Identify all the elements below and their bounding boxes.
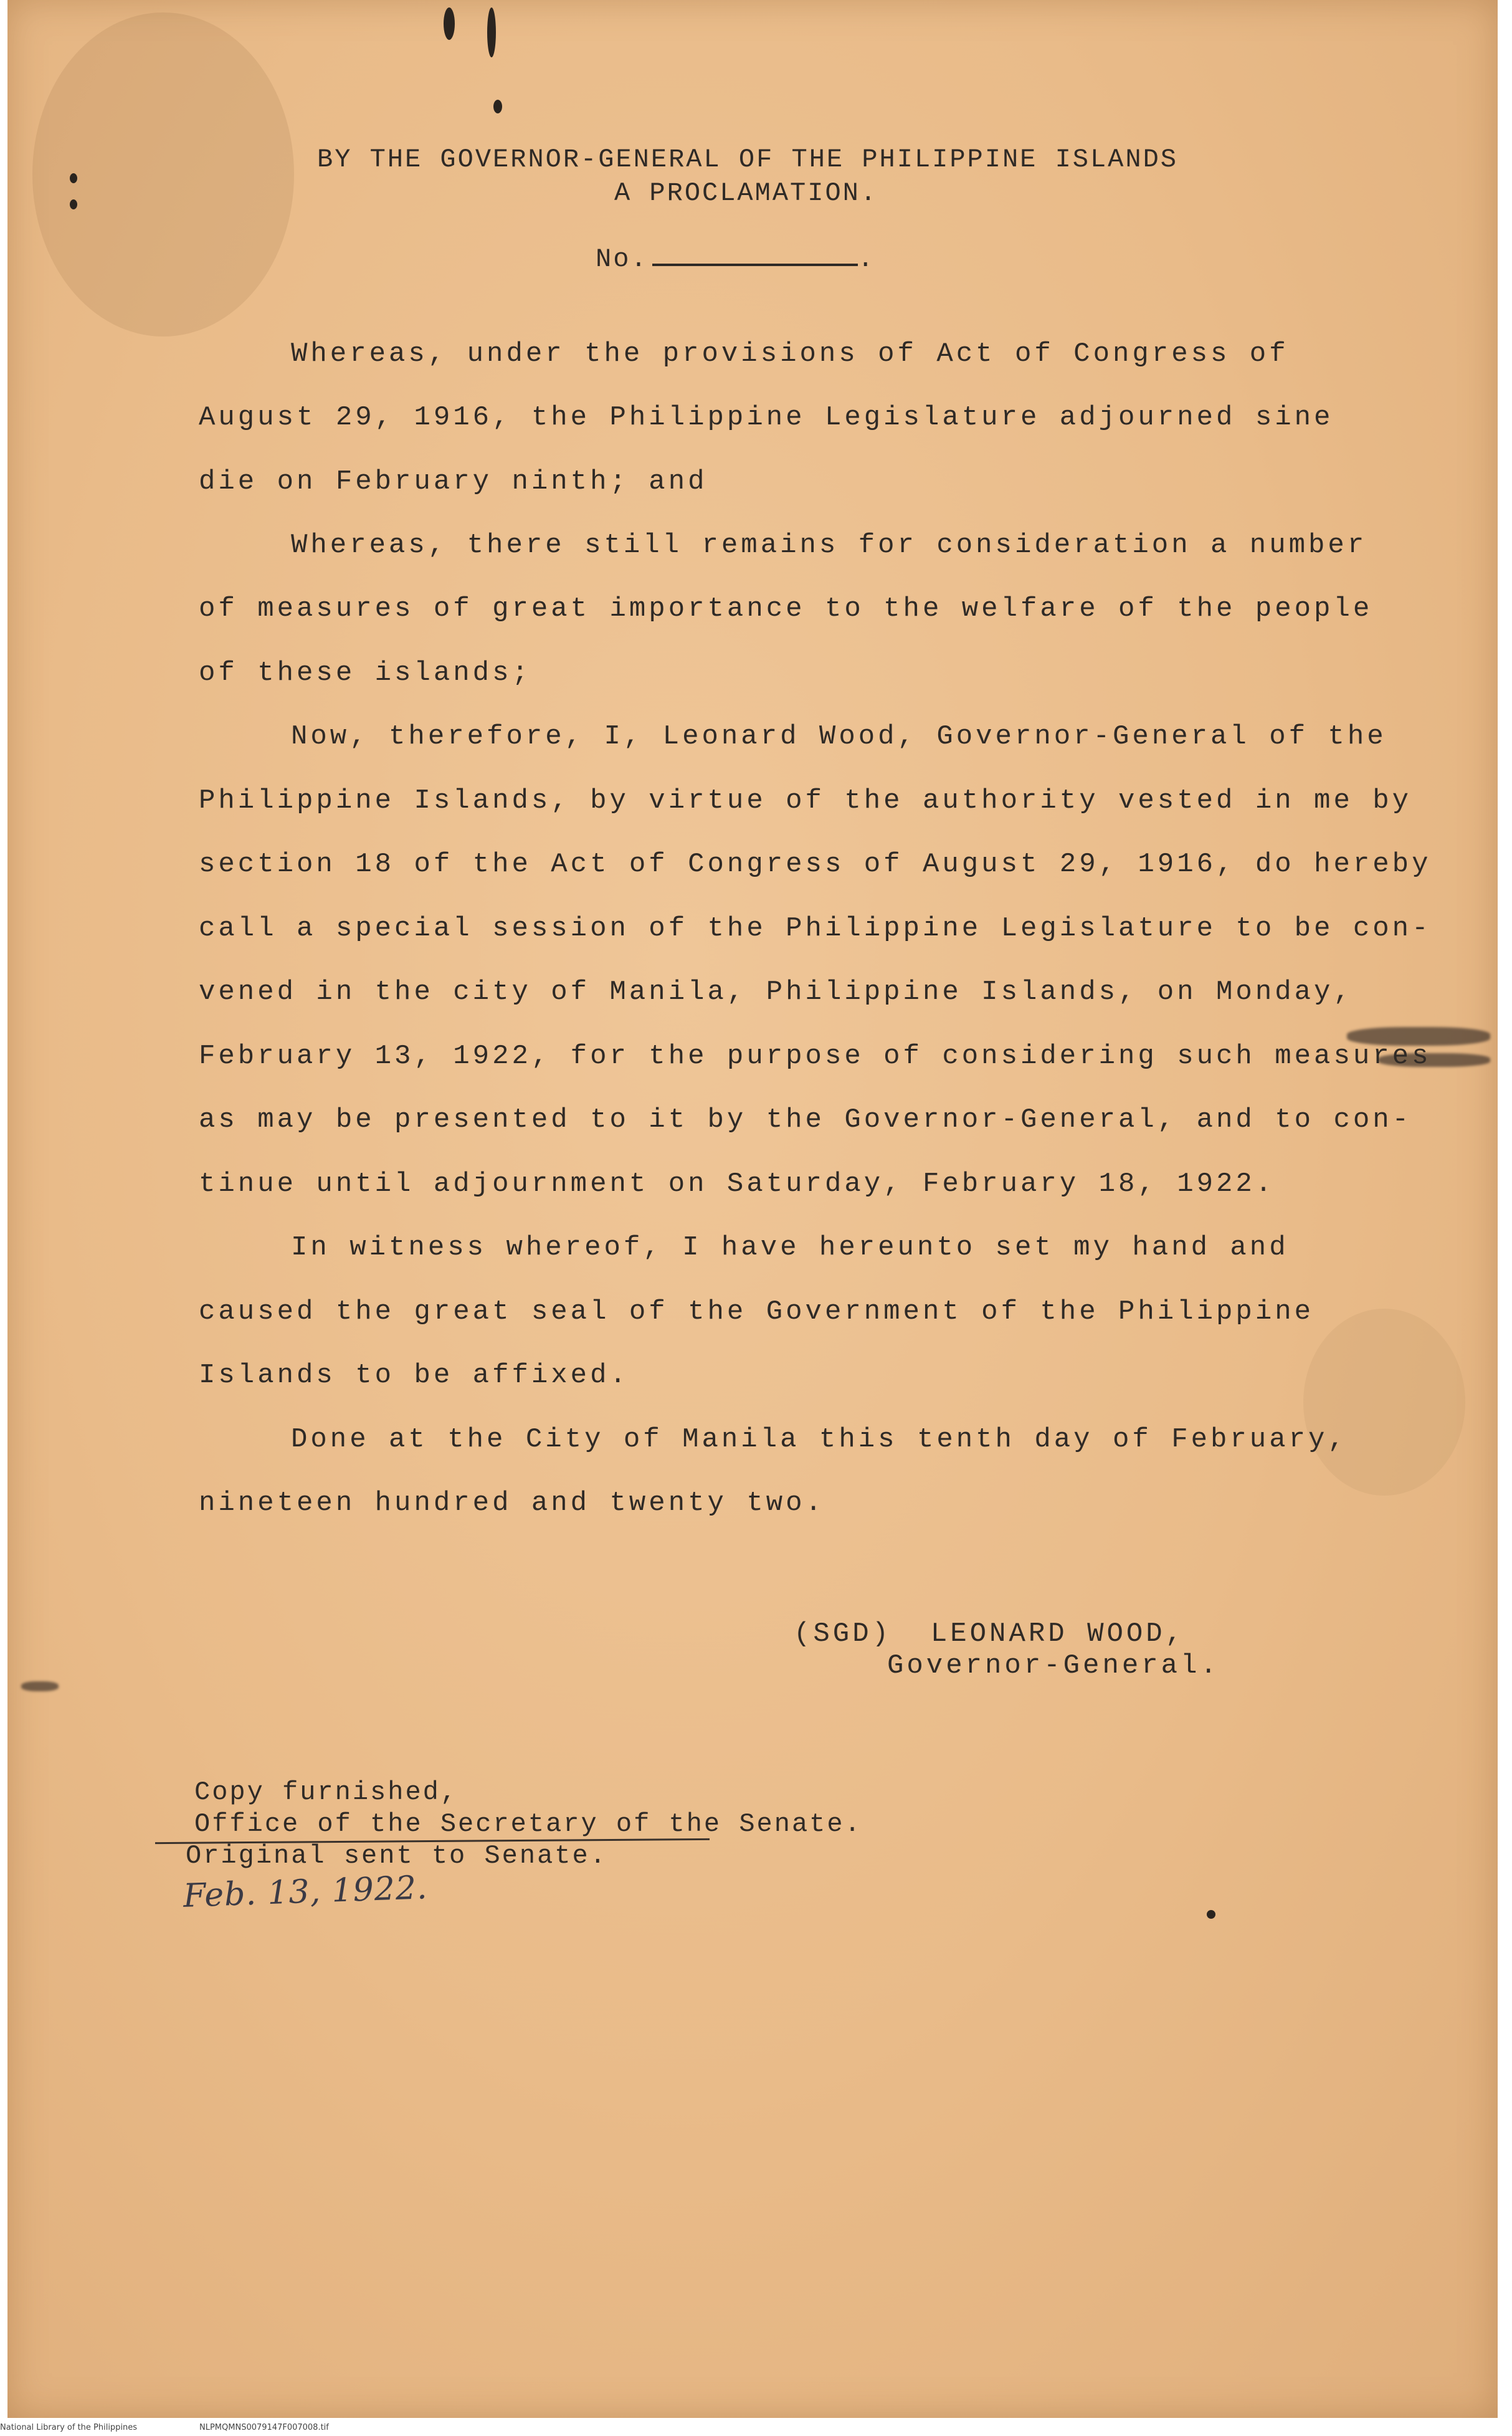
signature-name: (SGD) LEONARD WOOD, — [794, 1618, 1186, 1650]
paper-stain — [1303, 1309, 1465, 1496]
body-line: nineteen hundred and twenty two. — [199, 1488, 825, 1519]
distribution-line: Office of the Secretary of the Senate. — [194, 1809, 862, 1839]
handwritten-date: Feb. 13, 1922. — [183, 1869, 429, 1915]
archive-caption-left: National Library of the Philippines — [0, 2423, 138, 2432]
body-line: Whereas, under the provisions of Act of Congress of — [291, 338, 1289, 370]
body-line: February 13, 1922, for the purpose of considering such measures — [199, 1041, 1432, 1072]
signature-title: Governor-General. — [887, 1650, 1220, 1681]
body-line: as may be presented to it by the Governor-General, and to con- — [199, 1104, 1412, 1135]
proclamation-heading-line1: BY THE GOVERNOR-GENERAL OF THE PHILIPPINE ISLANDS — [317, 145, 1179, 174]
binding-hole-mark — [444, 7, 455, 40]
body-line: of measures of great importance to the welfare of the people — [199, 593, 1373, 624]
document-sheet — [7, 0, 1498, 2418]
body-line: Islands to be affixed. — [199, 1360, 629, 1391]
body-line: call a special session of the Philippine Legislature to be con- — [199, 913, 1432, 944]
archive-caption-right: NLPMQMNS0079147F007008.tif — [199, 2423, 329, 2432]
number-trailing: . — [857, 244, 875, 274]
ink-speck — [70, 199, 77, 209]
number-label: No. — [596, 244, 649, 274]
body-line: Now, therefore, I, Leonard Wood, Governor-General of the — [291, 721, 1387, 752]
body-line: die on February ninth; and — [199, 466, 708, 497]
body-line: tinue until adjournment on Saturday, February 18, 1922. — [199, 1168, 1275, 1200]
ink-speck — [1207, 1910, 1215, 1919]
body-line: caused the great seal of the Government of the Philippine — [199, 1296, 1315, 1327]
number-blank — [652, 245, 858, 266]
ink-speck — [70, 173, 77, 183]
binding-hole-mark — [487, 7, 496, 57]
body-line: Done at the City of Manila this tenth day of February, — [291, 1424, 1348, 1455]
ink-smudge — [21, 1681, 59, 1691]
proclamation-heading-line2: A PROCLAMATION. — [614, 178, 878, 208]
distribution-line: Copy furnished, — [194, 1777, 459, 1807]
body-line: section 18 of the Act of Congress of August 29, 1916, do hereby — [199, 849, 1432, 880]
body-line: In witness whereof, I have hereunto set my hand and — [291, 1232, 1289, 1263]
body-line: of these islands; — [199, 657, 531, 689]
body-line: vened in the city of Manila, Philippine Islands, on Monday, — [199, 977, 1353, 1008]
body-line: Whereas, there still remains for consideration a number — [291, 530, 1367, 561]
ink-speck — [493, 100, 502, 113]
body-line: Philippine Islands, by virtue of the authority vested in me by — [199, 785, 1412, 816]
proclamation-number — [596, 244, 875, 274]
distribution-line: Original sent to Senate. — [186, 1841, 607, 1871]
body-line: August 29, 1916, the Philippine Legislature adjourned sine — [199, 402, 1334, 433]
